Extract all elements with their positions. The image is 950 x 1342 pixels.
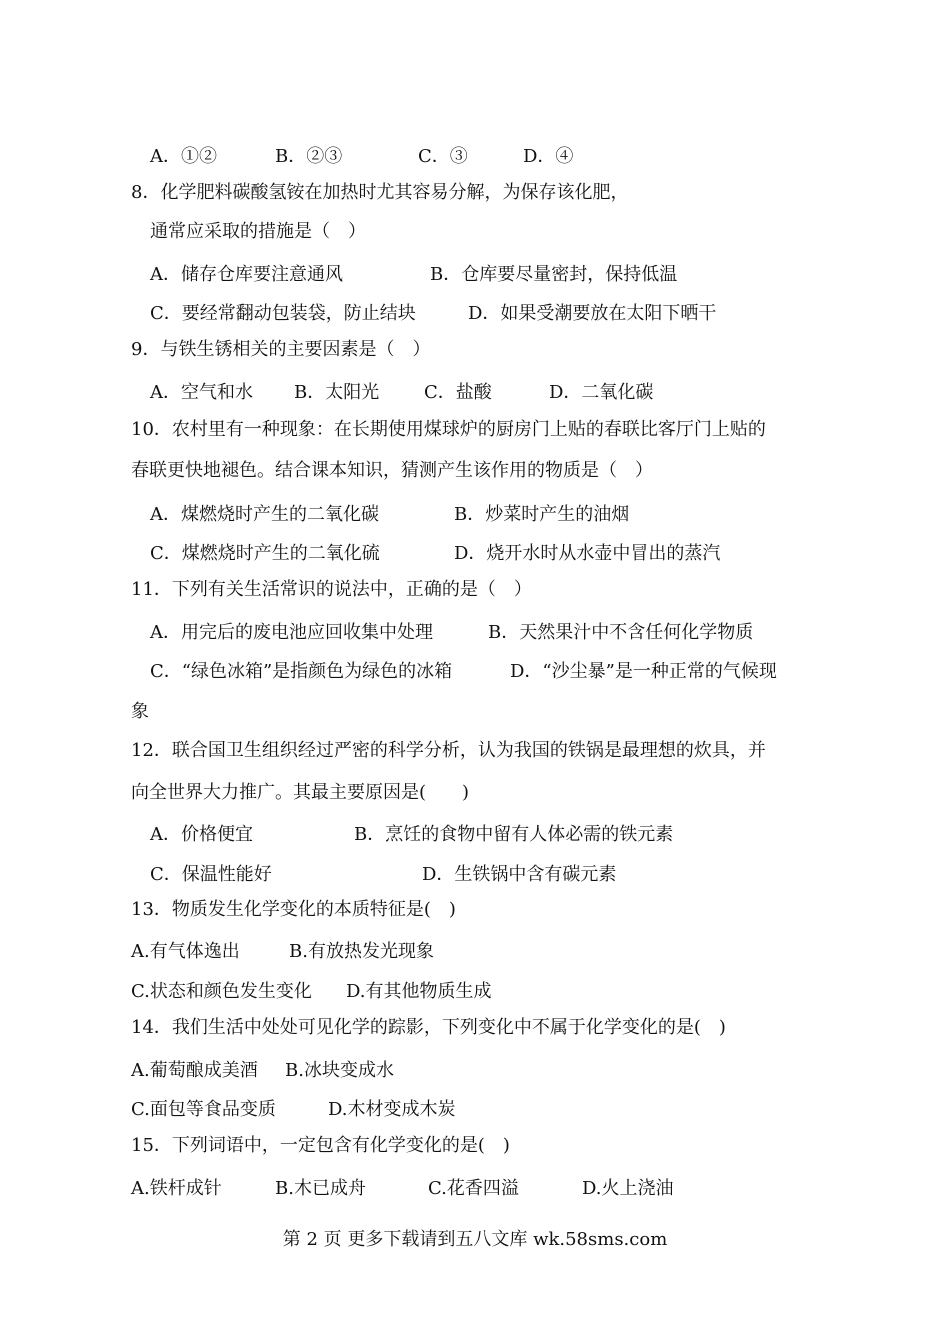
q8-option-a: A．储存仓库要注意通风	[150, 264, 343, 285]
q10-stem-line1: 10．农村里有一种现象：在长期使用煤球炉的厨房门上贴的春联比客厅门上贴的	[131, 419, 766, 440]
q15-stem: 15．下列词语中，一定包含有化学变化的是( )	[131, 1135, 510, 1156]
q12-option-c: C．保温性能好	[150, 864, 272, 885]
page-footer: 第 2 页 更多下载请到五八文库 wk.58sms.com	[282, 1229, 668, 1250]
q8-option-c: C．要经常翻动包装袋，防止结块	[150, 303, 416, 324]
q12-stem-line1: 12．联合国卫生组织经过严密的科学分析，认为我国的铁锅是最理想的炊具，并	[131, 740, 766, 761]
q15-option-c: C.花香四溢	[428, 1178, 519, 1199]
q7-option-c: C．③	[418, 146, 468, 167]
q10-stem-line2: 春联更快地褪色。结合课本知识，猜测产生该作用的物质是（ ）	[131, 460, 653, 481]
q8-option-b: B．仓库要尽量密封，保持低温	[430, 264, 678, 285]
q10-option-c: C．煤燃烧时产生的二氧化硫	[150, 543, 380, 564]
q12-option-b: B．烹饪的食物中留有人体必需的铁元素	[354, 824, 674, 845]
q9-option-d: D．二氧化碳	[549, 382, 654, 403]
q13-stem: 13．物质发生化学变化的本质特征是( )	[131, 899, 456, 920]
q10-option-b: B．炒菜时产生的油烟	[454, 504, 630, 525]
q12-option-a: A．价格便宜	[150, 824, 253, 845]
q7-option-b: B．②③	[275, 146, 343, 167]
q7-option-a: A．①②	[150, 146, 217, 167]
q8-stem-line1: 8．化学肥料碳酸氢铵在加热时尤其容易分解，为保存该化肥，	[131, 182, 629, 203]
q14-option-a: A.葡萄酿成美酒	[131, 1060, 258, 1081]
q15-option-b: B.木已成舟	[275, 1178, 366, 1199]
q8-stem-line2: 通常应采取的措施是（ ）	[150, 221, 366, 242]
q9-option-a: A．空气和水	[150, 382, 253, 403]
q9-stem: 9．与铁生锈相关的主要因素是（ ）	[131, 339, 431, 360]
q13-option-b: B.有放热发光现象	[289, 941, 434, 962]
q11-option-a: A．用完后的废电池应回收集中处理	[150, 622, 433, 643]
q14-option-d: D.木材变成木炭	[328, 1099, 456, 1120]
q7-option-d: D．④	[523, 146, 574, 167]
q11-wrap: 象	[131, 701, 149, 722]
q11-stem: 11．下列有关生活常识的说法中，正确的是（ ）	[131, 579, 532, 600]
q15-option-a: A.铁杆成针	[131, 1178, 222, 1199]
q13-option-c: C.状态和颜色发生变化	[131, 981, 312, 1002]
q11-option-b: B．天然果汁中不含任何化学物质	[488, 622, 754, 643]
q12-option-d: D．生铁锅中含有碳元素	[422, 864, 617, 885]
q10-option-d: D．烧开水时从水壶中冒出的蒸汽	[454, 543, 721, 564]
q14-option-c: C.面包等食品变质	[131, 1099, 276, 1120]
q11-option-c: C．“绿色冰箱”是指颜色为绿色的冰箱	[150, 661, 453, 682]
q14-stem: 14．我们生活中处处可见化学的踪影，下列变化中不属于化学变化的是( )	[131, 1017, 726, 1038]
q10-option-a: A．煤燃烧时产生的二氧化碳	[150, 504, 379, 525]
q11-option-d: D．“沙尘暴”是一种正常的气候现	[510, 661, 777, 682]
q15-option-d: D.火上浇油	[582, 1178, 674, 1199]
q9-option-b: B．太阳光	[294, 382, 380, 403]
q13-option-d: D.有其他物质生成	[346, 981, 492, 1002]
q13-option-a: A.有气体逸出	[131, 941, 240, 962]
q8-option-d: D．如果受潮要放在太阳下晒干	[468, 303, 717, 324]
q12-stem-line2: 向全世界大力推广。其最主要原因是( )	[131, 782, 470, 803]
q14-option-b: B.冰块变成水	[285, 1060, 394, 1081]
q9-option-c: C．盐酸	[424, 382, 492, 403]
